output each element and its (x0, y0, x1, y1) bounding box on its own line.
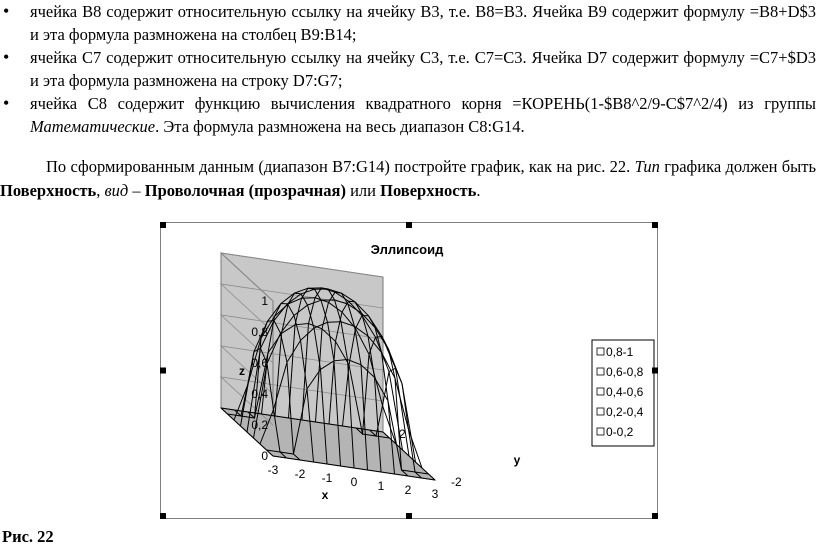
y-tick-label: -2 (451, 475, 462, 489)
x-tick-label: 3 (431, 487, 439, 501)
z-tick-label: 0 (261, 449, 268, 463)
chart-legend (592, 340, 654, 446)
y-axis-label: y (513, 453, 521, 467)
para-i2: вид (104, 181, 129, 200)
z-tick-label: 0,2 (251, 418, 268, 432)
y-tick-label: 2 (399, 427, 406, 441)
resize-handle (406, 513, 412, 519)
para-t5: или (345, 181, 381, 200)
bullet-text-3a: ячейка C8 содержит функцию вычисления квадратного корня =КОРЕНЬ(1-$B8^2/9-C$7^2/4) из группы (30, 94, 816, 113)
figure-caption: Рис. 22 (2, 527, 54, 546)
resize-handle (160, 513, 166, 519)
x-tick-label: 0 (350, 475, 358, 489)
para-i1: Тип (634, 157, 660, 176)
chart-frame[interactable] (160, 222, 658, 519)
x-tick-label: -3 (267, 463, 279, 477)
bullet-item-2 (0, 46, 816, 92)
para-t6: . (476, 181, 481, 200)
resize-handle (652, 513, 658, 519)
bullet-text-1: ячейка B8 содержит относительную ссылку на ячейку B3, т.е. B8=B3. Ячейка B9 содержит формулу =B8+D$3 и эта формула размножена на столбец B9:B14; (30, 2, 816, 44)
bullet-list (0, 0, 816, 138)
instruction-paragraph (0, 155, 816, 203)
bullet-text-3-italic: Математические (30, 117, 156, 136)
para-b2: Проволочная (прозрачная) (144, 181, 346, 200)
bullet-item-1 (0, 0, 816, 46)
bullet-item-3 (0, 92, 816, 138)
x-tick-label: -1 (321, 471, 333, 485)
para-t4: – (128, 181, 145, 200)
x-tick-label: -2 (294, 467, 306, 481)
bullet-text-2: ячейка C7 содержит относительную ссылку на ячейку C3, т.е. C7=C3. Ячейка D7 содержит формулу =C7+$D3 и эта формула размножена на строку D7:G7; (30, 48, 816, 90)
legend-label: 0,4-0,6 (606, 385, 644, 399)
legend-label: 0,8-1 (606, 345, 634, 359)
x-axis-label: x (321, 488, 329, 502)
legend-swatch (597, 348, 604, 355)
legend-label: 0,6-0,8 (606, 365, 644, 379)
chart-title: Эллипсоид (370, 242, 444, 257)
bullet-text-3b: . Эта формула размножена на весь диапазон C8:G14. (155, 117, 525, 136)
ellipsoid-chart (160, 222, 658, 519)
resize-handle (652, 222, 658, 228)
z-tick-label: 0,6 (251, 356, 268, 370)
resize-handle (406, 222, 412, 228)
legend-label: 0-0,2 (606, 425, 634, 439)
resize-handle (160, 222, 166, 228)
z-axis-label: z (239, 364, 245, 378)
legend-swatch (597, 408, 604, 415)
para-b1: Поверхность (0, 181, 97, 200)
z-tick-label: 0,4 (251, 387, 268, 401)
z-tick-label: 1 (261, 294, 268, 308)
para-b3: Поверхность (380, 181, 477, 200)
legend-swatch (597, 428, 604, 435)
resize-handle (652, 368, 658, 374)
x-tick-label: 1 (377, 479, 385, 493)
resize-handle (160, 368, 166, 374)
z-tick-label: 0,8 (251, 325, 268, 339)
para-t3: , (96, 181, 105, 200)
legend-swatch (597, 368, 604, 375)
legend-swatch (597, 388, 604, 395)
x-tick-label: 2 (404, 483, 412, 497)
legend-label: 0,2-0,4 (606, 405, 644, 419)
para-t2: графика должен быть (659, 157, 816, 176)
para-t1: По сформированным данным (диапазон B7:G14) постройте график, как на рис. 22. (46, 157, 635, 176)
